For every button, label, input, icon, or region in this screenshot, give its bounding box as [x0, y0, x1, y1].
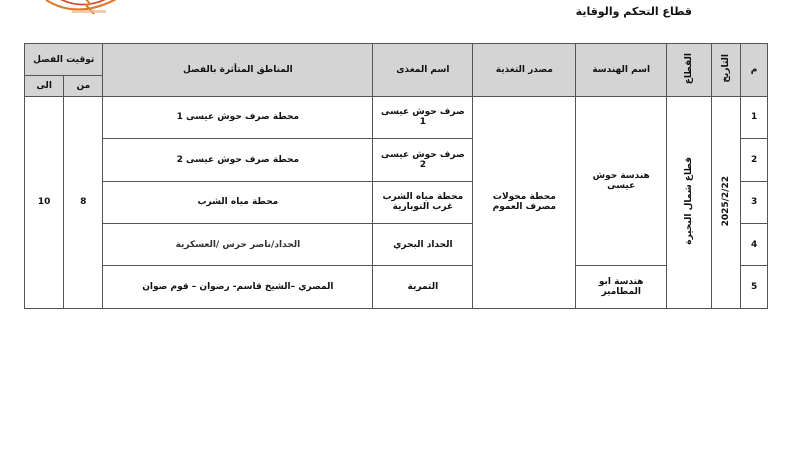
cell-sector: قطاع شمال البحيرة [667, 96, 712, 308]
col-header-from: من [64, 76, 103, 96]
cell-feeder: محطة مياه الشرب غرب النوبارية [373, 181, 473, 223]
cell-date: 2025/2/22 [712, 96, 741, 308]
col-header-source: مصدر التغذية [473, 44, 576, 97]
header-row [25, 44, 768, 76]
company-logo [38, 0, 130, 18]
col-header-feeder: اسم المغذى [373, 44, 473, 97]
cell-num: 4 [741, 223, 768, 265]
cell-area: المصري –الشيخ قاسم- رضوان – قوم صوان [103, 266, 373, 309]
cell-area: محطة صرف حوش عيسى 2 [103, 139, 373, 181]
cell-source: محطة محولات مصرف العموم [473, 96, 576, 308]
col-header-to: الى [25, 76, 64, 96]
cell-num: 2 [741, 139, 768, 181]
col-header-areas: المناطق المتأثرة بالفصل [103, 44, 373, 97]
table-row [25, 96, 768, 138]
cell-from: 8 [64, 96, 103, 308]
col-header-date: التاريخ [712, 44, 741, 97]
col-header-sector: القطاع [667, 44, 712, 97]
cell-area: محطة مياه الشرب [103, 181, 373, 223]
cell-engineering: هندسة ابو المطامير [576, 266, 667, 309]
col-header-num: م [741, 44, 768, 97]
outage-schedule-table [24, 43, 768, 309]
cell-num: 5 [741, 266, 768, 309]
cell-feeder: التمرية [373, 266, 473, 309]
cell-to: 10 [25, 96, 64, 308]
table-row [25, 266, 768, 309]
cell-num: 1 [741, 96, 768, 138]
department-title: قطاع التحكم والوقاية [575, 5, 692, 18]
cell-feeder: صرف حوش عيسى 1 [373, 96, 473, 138]
cell-engineering: هندسة حوش عيسى [576, 96, 667, 266]
cell-feeder: صرف حوش عيسى 2 [373, 139, 473, 181]
col-header-timing: توقيت الفصل [25, 44, 103, 76]
cell-area: الحداد/ناصر حرس /العسكرية [103, 223, 373, 265]
cell-feeder: الحداد البحري [373, 223, 473, 265]
cell-area: محطة صرف حوش عيسى 1 [103, 96, 373, 138]
cell-num: 3 [741, 181, 768, 223]
col-header-engineering: اسم الهندسة [576, 44, 667, 97]
